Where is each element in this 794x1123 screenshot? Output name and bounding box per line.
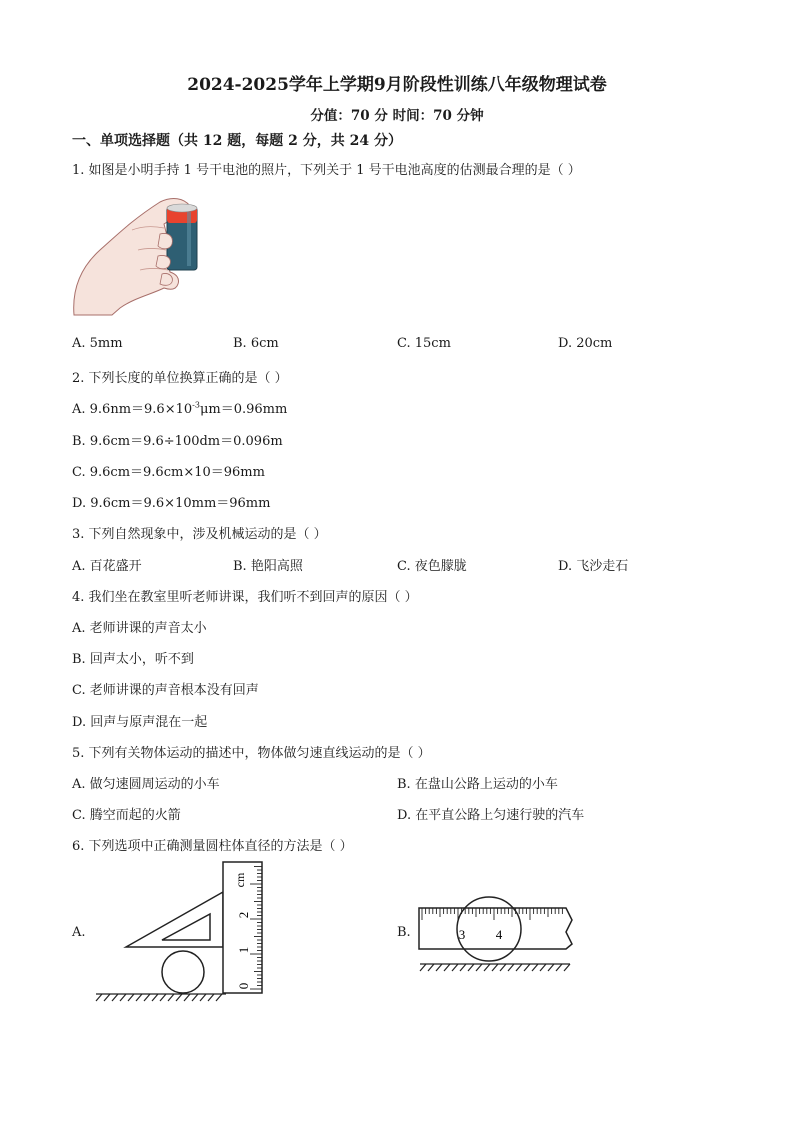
q3-option-d[interactable]: D. 飞沙走石 <box>558 559 629 574</box>
q5-option-a[interactable]: A. 做匀速圆周运动的小车 <box>72 777 220 792</box>
q1-option-a[interactable]: A. 5mm <box>72 336 123 351</box>
q2-option-c[interactable]: C. 9.6cm＝9.6cm×10＝96mm <box>72 465 265 480</box>
q6-figure-b <box>416 892 576 972</box>
q4-option-c[interactable]: C. 老师讲课的声音根本没有回声 <box>72 683 259 698</box>
q1-option-b[interactable]: B. 6cm <box>233 336 279 351</box>
q5-option-b[interactable]: B. 在盘山公路上运动的小车 <box>397 777 558 792</box>
cylinder-circle <box>162 951 204 993</box>
ruler-a-tick-0: 0 <box>236 982 251 990</box>
q1-option-c[interactable]: C. 15cm <box>397 336 451 351</box>
q1-option-d[interactable]: D. 20cm <box>558 336 613 351</box>
ruler-a-tick-2: 2 <box>236 911 251 919</box>
ruler-a-tick-1: 1 <box>236 946 251 954</box>
q5-option-c[interactable]: C. 腾空而起的火箭 <box>72 808 181 823</box>
exam-title: 2024-2025学年上学期9月阶段性训练八年级物理试卷 <box>187 75 607 95</box>
q6-stem: 6. 下列选项中正确测量圆柱体直径的方法是（ ） <box>72 839 353 854</box>
q2-option-a-pre: A. 9.6nm＝9.6×10 <box>72 402 193 417</box>
q5-option-d[interactable]: D. 在平直公路上匀速行驶的汽车 <box>397 808 585 823</box>
q2-option-d[interactable]: D. 9.6cm＝9.6×10mm＝96mm <box>72 496 271 511</box>
q2-stem: 2. 下列长度的单位换算正确的是（ ） <box>72 371 288 386</box>
q6-option-b-label[interactable]: B. <box>397 925 411 940</box>
q4-option-b[interactable]: B. 回声太小，听不到 <box>72 652 194 667</box>
q3-option-c[interactable]: C. 夜色朦胧 <box>397 559 467 574</box>
set-square <box>126 892 223 947</box>
ruler-b-tick-4: 4 <box>495 927 503 942</box>
exam-score-time: 分值：70 分 时间：70 分钟 <box>310 108 484 124</box>
q2-option-a-post: μm＝0.96mm <box>199 402 288 417</box>
q6-option-a-label[interactable]: A. <box>72 925 86 940</box>
q4-option-d[interactable]: D. 回声与原声混在一起 <box>72 715 208 730</box>
q5-stem: 5. 下列有关物体运动的描述中，物体做匀速直线运动的是（ ） <box>72 746 431 761</box>
q4-option-a[interactable]: A. 老师讲课的声音太小 <box>72 621 207 636</box>
q2-option-a[interactable] <box>72 398 287 417</box>
q2-option-a-exponent: -3 <box>192 400 200 410</box>
q3-option-b[interactable]: B. 艳阳高照 <box>233 559 303 574</box>
q1-stem: 1. 如图是小明手持 1 号干电池的照片，下列关于 1 号干电池高度的估测最合理的是（ ） <box>72 163 581 178</box>
ground-hatch <box>96 994 226 1001</box>
q2-option-b[interactable]: B. 9.6cm＝9.6÷100dm＝0.096m <box>72 434 283 449</box>
q3-stem: 3. 下列自然现象中，涉及机械运动的是（ ） <box>72 527 327 542</box>
q6-figure-a <box>92 858 272 1004</box>
battery-in-hand-image <box>72 190 212 318</box>
ruler-b-tick-3: 3 <box>458 927 466 942</box>
q4-stem: 4. 我们坐在教室里听老师讲课，我们听不到回声的原因（ ） <box>72 590 418 605</box>
ground-hatch-b <box>420 964 570 971</box>
ruler-a-unit: cm <box>233 872 247 888</box>
section-heading: 一、单项选择题（共 12 题，每题 2 分，共 24 分） <box>72 133 402 149</box>
q3-option-a[interactable]: A. 百花盛开 <box>72 559 142 574</box>
